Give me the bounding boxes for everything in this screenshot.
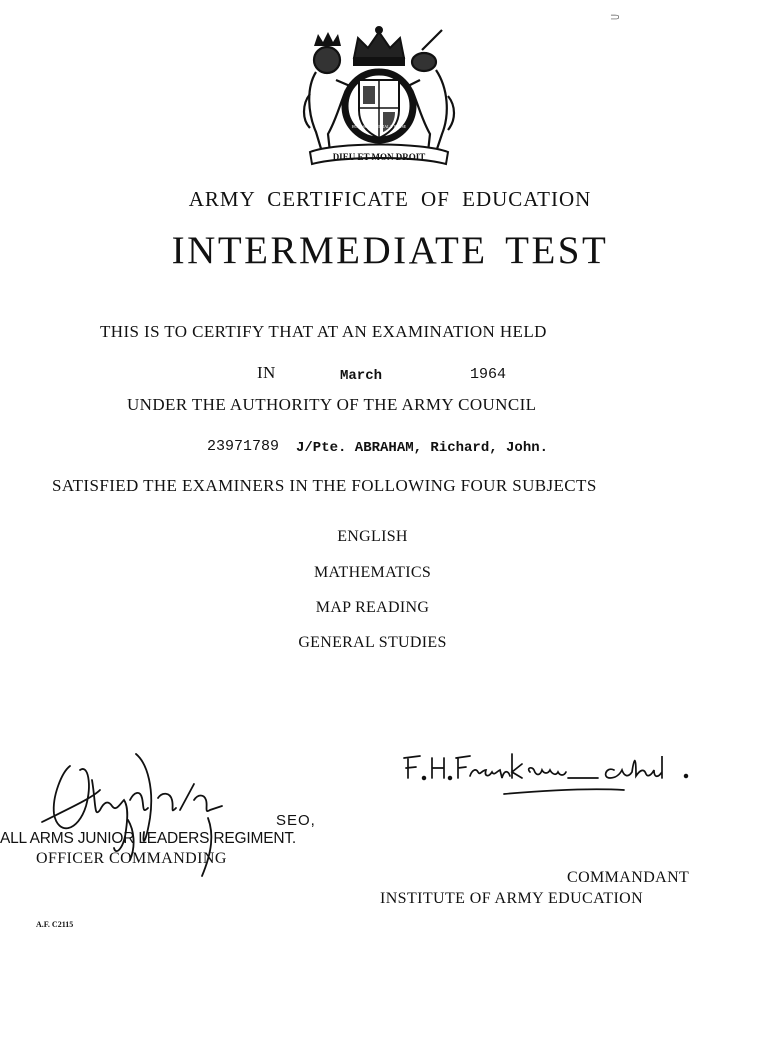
corner-mark: ⸧ (608, 11, 622, 26)
left-title: OFFICER COMMANDING (36, 850, 227, 867)
subject-item: MATHEMATICS (313, 564, 432, 581)
left-unit: ALL ARMS JUNIOR LEADERS REGIMENT. (0, 830, 297, 847)
candidate-number: 23971789 (207, 438, 280, 455)
candidate-name: J/Pte. ABRAHAM, Richard, John. (296, 440, 549, 456)
right-signature-text: F.H. Frankcom Colonel (400, 744, 410, 745)
subject-item: MAP READING (315, 599, 430, 616)
right-title-institute: INSTITUTE OF ARMY EDUCATION (380, 890, 644, 907)
certify-text: THIS IS TO CERTIFY THAT AT AN EXAMINATION HELD (100, 322, 547, 341)
form-number: A.F. C2115 (36, 920, 74, 929)
exam-year: 1964 (470, 366, 507, 383)
royal-coat-of-arms (296, 24, 462, 170)
subject-item: GENERAL STUDIES (298, 634, 447, 651)
certificate-title: ARMY CERTIFICATE OF EDUCATION (188, 187, 592, 211)
exam-month: March (340, 368, 383, 384)
right-title-commandant: COMMANDANT (567, 869, 690, 886)
satisfied-text: SATISFIED THE EXAMINERS IN THE FOLLOWING FOUR SUBJECTS (52, 476, 597, 495)
crest-motto: DIEU ET MON DROIT (332, 152, 426, 162)
left-signature-text: S Playfair/maj (30, 744, 36, 745)
right-handwritten-signature (400, 744, 700, 804)
in-label: IN (257, 363, 276, 382)
authority-text: UNDER THE AUTHORITY OF THE ARMY COUNCIL (127, 395, 537, 414)
subject-item: ENGLISH (337, 528, 408, 545)
crest-garter: HONI SOIT QUI MAL Y PENSE (351, 124, 407, 129)
crown-icon (354, 27, 404, 65)
certificate-subtitle: INTERMEDIATE TEST (171, 229, 609, 272)
left-rank: SEO, (276, 812, 316, 829)
